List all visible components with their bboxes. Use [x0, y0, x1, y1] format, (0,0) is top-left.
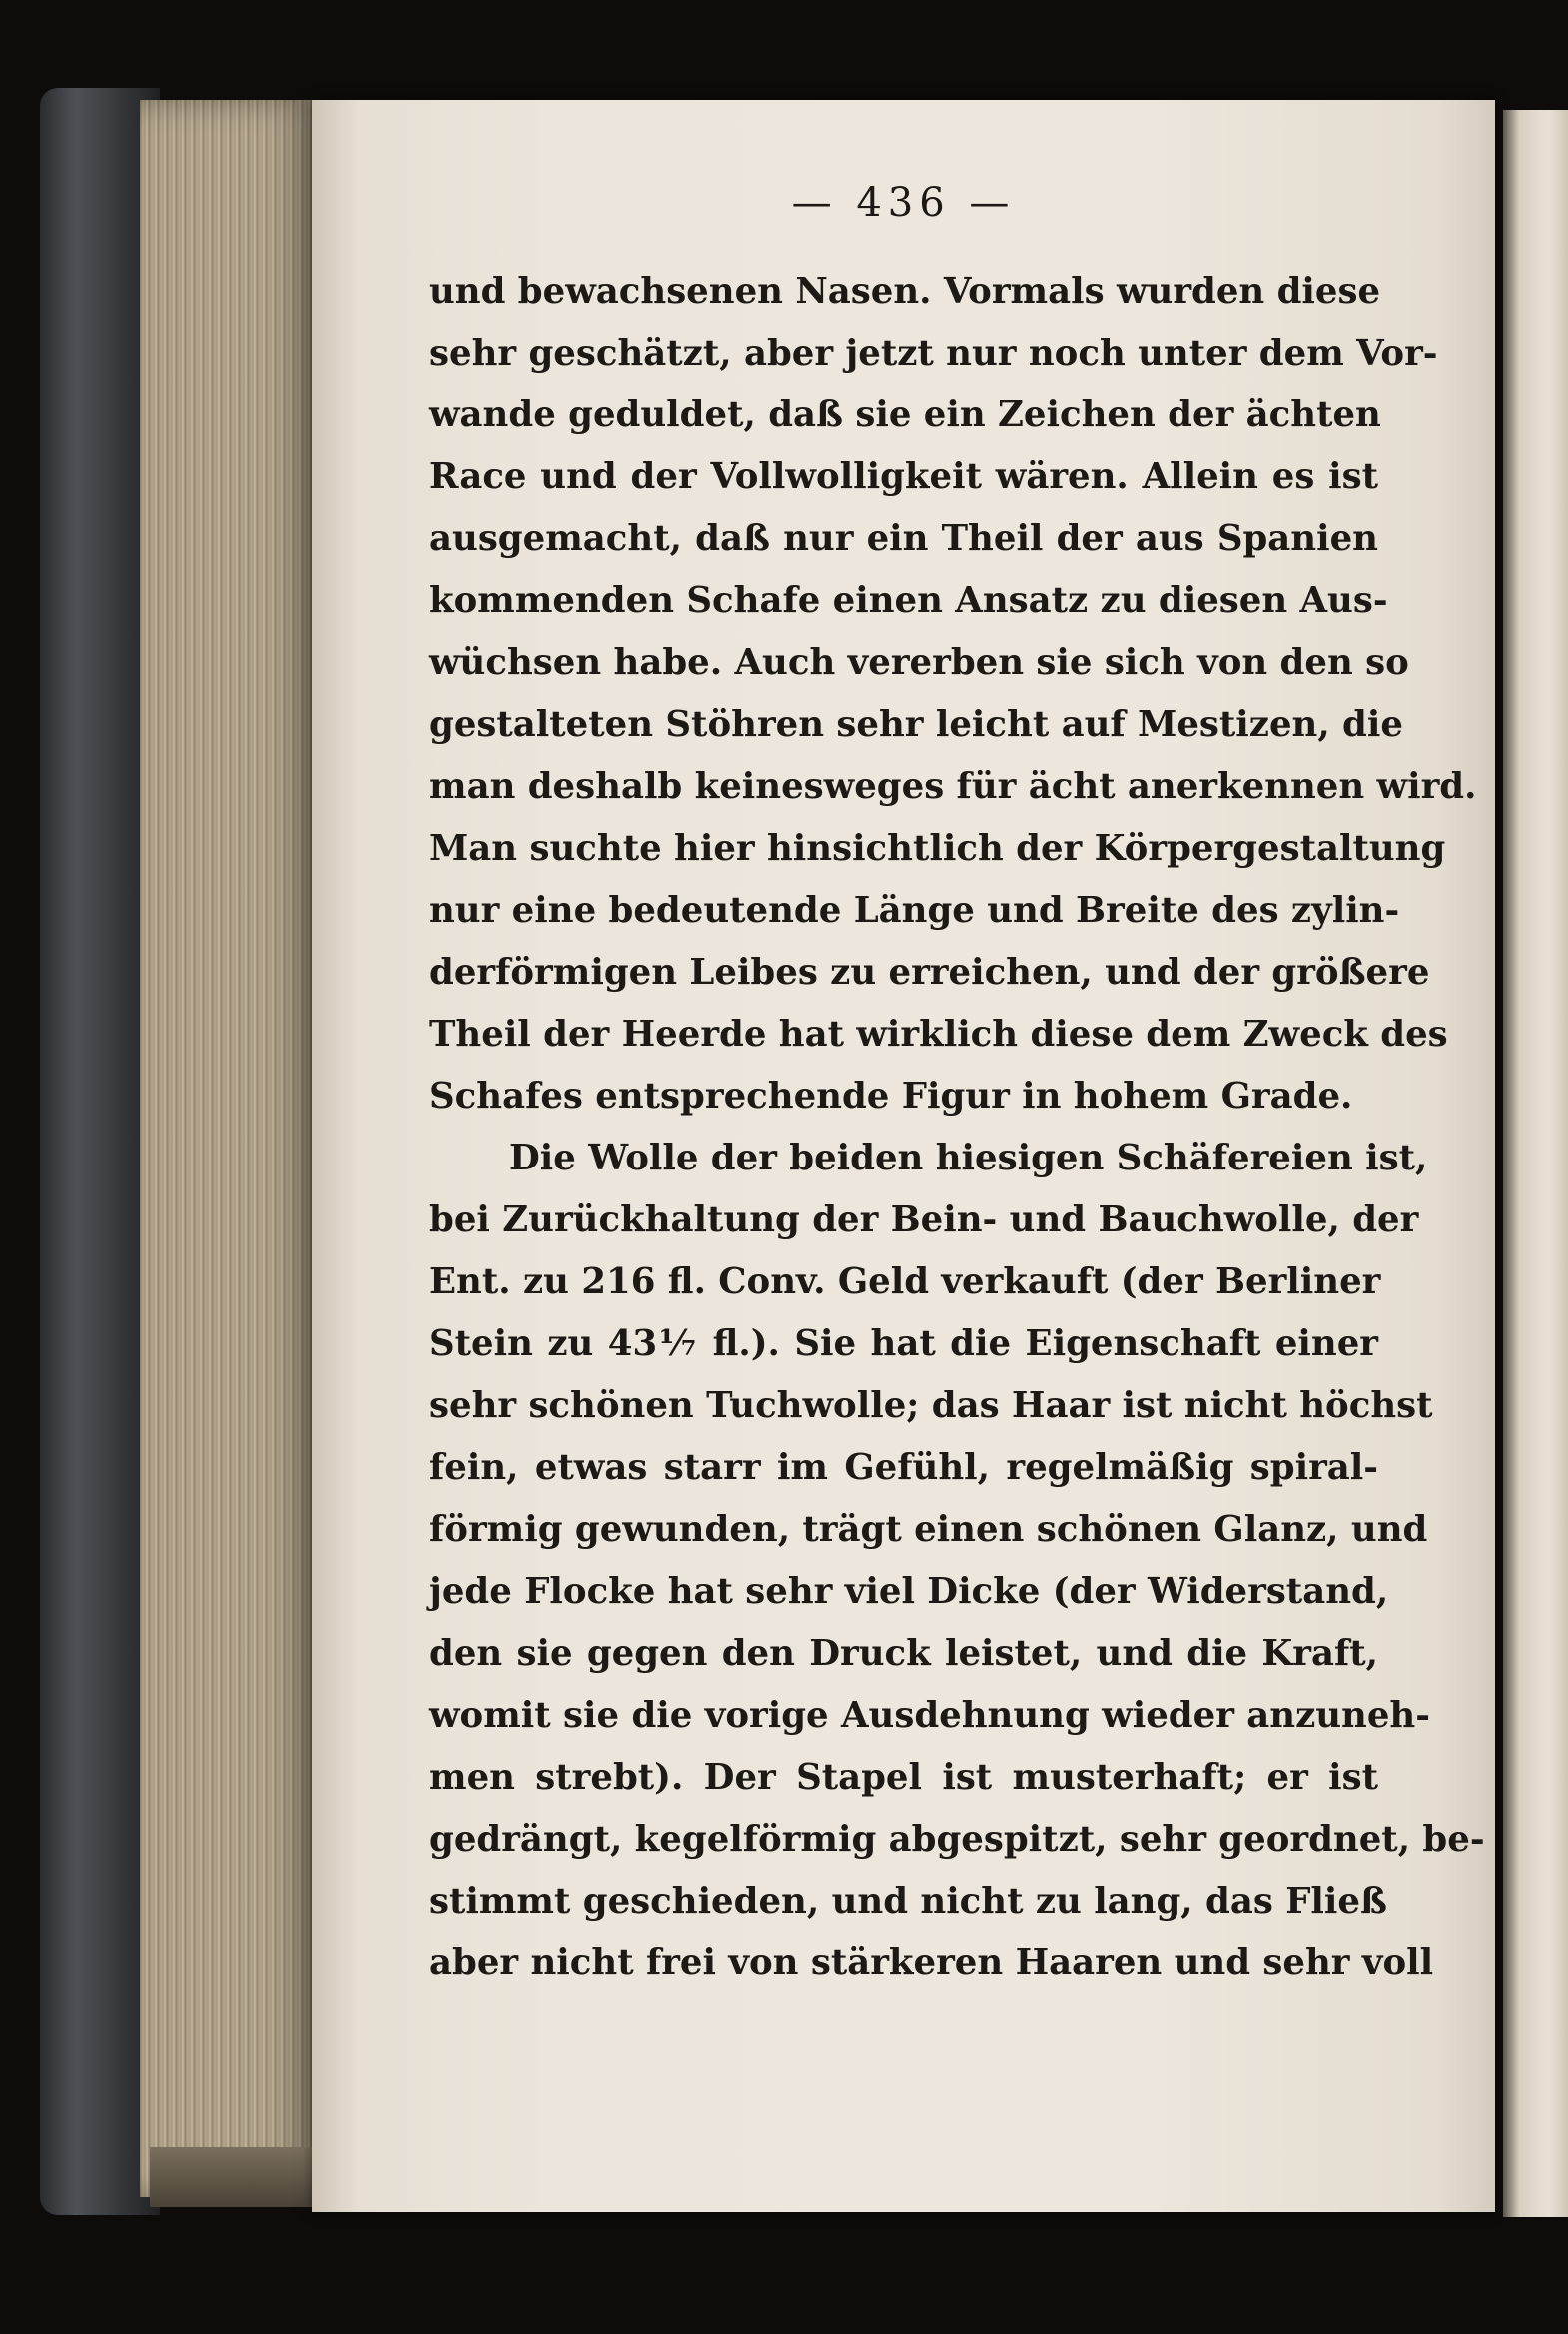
text-line: nur eine bedeutende Länge und Breite des zylin-	[429, 890, 1400, 931]
text-line: Schafes entsprechende Figur in hohem Grade.	[429, 1076, 1353, 1117]
text-line: und bewachsenen Nasen. Vormals wurden diese	[429, 271, 1381, 312]
text-line: Man suchte hier hinsichtlich der Körpergestaltung	[429, 828, 1446, 869]
text-line: wüchsen habe. Auch vererben sie sich von den so	[429, 642, 1409, 683]
text-line: fein, etwas starr im Gefühl, regelmäßig spiral-	[429, 1447, 1378, 1488]
text-line: kommenden Schafe einen Ansatz zu diesen Aus-	[429, 580, 1388, 621]
text-line: Race und der Vollwolligkeit wären. Allein es ist	[429, 456, 1378, 497]
text-line: derförmigen Leibes zu erreichen, und der größere	[429, 952, 1430, 993]
text-line: den sie gegen den Druck leistet, und die Kraft,	[429, 1633, 1378, 1674]
text-line: jede Flocke hat sehr viel Dicke (der Widerstand,	[429, 1571, 1389, 1612]
text-line: man deshalb keinesweges für ächt anerkennen wird.	[429, 766, 1477, 807]
text-line: gedrängt, kegelförmig abgespitzt, sehr geordnet, be-	[429, 1819, 1485, 1860]
text-line: bei Zurückhaltung der Bein- und Bauchwolle, der	[429, 1199, 1419, 1240]
text-line: men strebt). Der Stapel ist musterhaft; er ist	[429, 1757, 1378, 1798]
page-stack-edges	[140, 100, 315, 2197]
text-line: Theil der Heerde hat wirklich diese dem Zweck des	[429, 1014, 1448, 1055]
text-line: womit sie die vorige Ausdehnung wieder anzuneh-	[429, 1695, 1430, 1736]
text-line: stimmt geschieden, und nicht zu lang, das Fließ	[429, 1881, 1387, 1922]
text-line: gestalteten Stöhren sehr leicht auf Mestizen, die	[429, 704, 1403, 745]
text-line: ausgemacht, daß nur ein Theil der aus Spanien	[429, 518, 1378, 559]
text-line: sehr schönen Tuchwolle; das Haar ist nicht höchst	[429, 1385, 1433, 1426]
text-line: Die Wolle der beiden hiesigen Schäfereien ist,	[509, 1138, 1428, 1178]
facing-page-edge	[1503, 110, 1568, 2217]
text-line: förmig gewunden, trägt einen schönen Glanz, und	[429, 1509, 1428, 1550]
page-number: — 436 —	[791, 180, 1016, 226]
text-line: aber nicht frei von stärkeren Haaren und sehr voll	[429, 1943, 1434, 1983]
text-line: Stein zu 43⅐ fl.). Sie hat die Eigenschaft einer	[429, 1323, 1378, 1364]
text-line: Ent. zu 216 fl. Conv. Geld verkauft (der Berliner	[429, 1261, 1381, 1302]
text-line: sehr geschätzt, aber jetzt nur noch unter dem Vor-	[429, 333, 1438, 374]
page-stack-bottom	[150, 2147, 320, 2207]
text-line: wande geduldet, daß sie ein Zeichen der ächten	[429, 394, 1381, 435]
